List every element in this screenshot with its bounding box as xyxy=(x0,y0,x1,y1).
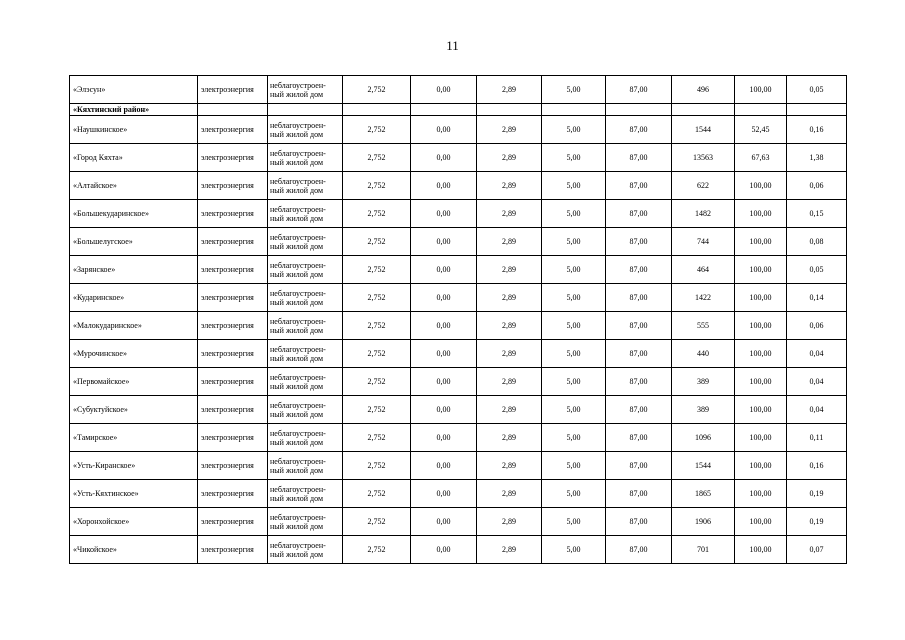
value-cell: 5,00 xyxy=(542,480,606,508)
table-row xyxy=(70,200,847,228)
value-cell: 5,00 xyxy=(542,340,606,368)
value-cell: 0,00 xyxy=(411,424,477,452)
value-cell: 2,752 xyxy=(343,76,411,104)
value-cell: 0,00 xyxy=(411,508,477,536)
value-cell: 0,00 xyxy=(411,256,477,284)
value-cell: 87,00 xyxy=(606,284,672,312)
value-cell: 5,00 xyxy=(542,424,606,452)
settlement-name: «Большекударинское» xyxy=(70,200,198,228)
value-cell: 0,07 xyxy=(787,536,847,564)
value-cell: 2,89 xyxy=(477,452,542,480)
value-cell: 2,752 xyxy=(343,256,411,284)
table-row xyxy=(70,312,847,340)
value-cell: 0,05 xyxy=(787,76,847,104)
value-cell: 0,04 xyxy=(787,340,847,368)
resource-cell: электроэнергия xyxy=(198,256,268,284)
value-cell: 2,752 xyxy=(343,144,411,172)
value-cell: 5,00 xyxy=(542,200,606,228)
value-cell: 0,00 xyxy=(411,340,477,368)
value-cell: 100,00 xyxy=(735,368,787,396)
table-row xyxy=(70,424,847,452)
value-cell: 5,00 xyxy=(542,256,606,284)
resource-cell: электроэнергия xyxy=(198,116,268,144)
value-cell: 87,00 xyxy=(606,228,672,256)
value-cell: 2,89 xyxy=(477,76,542,104)
value-cell: 744 xyxy=(672,228,735,256)
district-name: «Кяхтинский район» xyxy=(70,104,198,116)
value-cell: 87,00 xyxy=(606,116,672,144)
value-cell: 2,89 xyxy=(477,536,542,564)
value-cell: 389 xyxy=(672,368,735,396)
value-cell: 701 xyxy=(672,536,735,564)
table-row xyxy=(70,368,847,396)
value-cell: 87,00 xyxy=(606,172,672,200)
value-cell: 100,00 xyxy=(735,76,787,104)
tariff-table xyxy=(69,75,847,564)
value-cell: 87,00 xyxy=(606,424,672,452)
value-cell: 100,00 xyxy=(735,508,787,536)
empty-cell xyxy=(735,104,787,116)
value-cell: 2,752 xyxy=(343,116,411,144)
settlement-name: «Малокударинское» xyxy=(70,312,198,340)
value-cell: 2,752 xyxy=(343,284,411,312)
table-row xyxy=(70,340,847,368)
value-cell: 5,00 xyxy=(542,284,606,312)
value-cell: 100,00 xyxy=(735,228,787,256)
building-type-cell: неблагоустроен-ный жилой дом xyxy=(268,508,343,536)
building-type-cell: неблагоустроен-ный жилой дом xyxy=(268,424,343,452)
settlement-name: «Зарянское» xyxy=(70,256,198,284)
value-cell: 1,38 xyxy=(787,144,847,172)
value-cell: 5,00 xyxy=(542,116,606,144)
settlement-name: «Первомайское» xyxy=(70,368,198,396)
value-cell: 0,06 xyxy=(787,312,847,340)
value-cell: 0,00 xyxy=(411,284,477,312)
value-cell: 0,16 xyxy=(787,116,847,144)
building-type-cell: неблагоустроен-ный жилой дом xyxy=(268,228,343,256)
settlement-name: «Мурочинское» xyxy=(70,340,198,368)
settlement-name: «Субуктуйское» xyxy=(70,396,198,424)
value-cell: 2,752 xyxy=(343,340,411,368)
value-cell: 464 xyxy=(672,256,735,284)
value-cell: 5,00 xyxy=(542,76,606,104)
building-type-cell: неблагоустроен-ный жилой дом xyxy=(268,536,343,564)
value-cell: 87,00 xyxy=(606,200,672,228)
district-row xyxy=(70,104,847,116)
value-cell: 5,00 xyxy=(542,536,606,564)
value-cell: 2,89 xyxy=(477,480,542,508)
value-cell: 87,00 xyxy=(606,508,672,536)
value-cell: 0,15 xyxy=(787,200,847,228)
value-cell: 2,89 xyxy=(477,284,542,312)
value-cell: 0,00 xyxy=(411,536,477,564)
value-cell: 2,89 xyxy=(477,228,542,256)
table-row xyxy=(70,116,847,144)
value-cell: 389 xyxy=(672,396,735,424)
empty-cell xyxy=(198,104,268,116)
value-cell: 0,00 xyxy=(411,452,477,480)
settlement-name: «Город Кяхта» xyxy=(70,144,198,172)
empty-cell xyxy=(606,104,672,116)
value-cell: 87,00 xyxy=(606,340,672,368)
value-cell: 496 xyxy=(672,76,735,104)
value-cell: 2,89 xyxy=(477,508,542,536)
settlement-name: «Большелугское» xyxy=(70,228,198,256)
table-row xyxy=(70,452,847,480)
value-cell: 100,00 xyxy=(735,396,787,424)
resource-cell: электроэнергия xyxy=(198,284,268,312)
value-cell: 100,00 xyxy=(735,200,787,228)
settlement-name: «Усть-Кяхтинское» xyxy=(70,480,198,508)
value-cell: 2,89 xyxy=(477,256,542,284)
value-cell: 0,11 xyxy=(787,424,847,452)
value-cell: 2,89 xyxy=(477,144,542,172)
value-cell: 0,08 xyxy=(787,228,847,256)
value-cell: 0,14 xyxy=(787,284,847,312)
value-cell: 5,00 xyxy=(542,228,606,256)
empty-cell xyxy=(411,104,477,116)
table-row xyxy=(70,284,847,312)
value-cell: 5,00 xyxy=(542,312,606,340)
building-type-cell: неблагоустроен-ный жилой дом xyxy=(268,116,343,144)
building-type-cell: неблагоустроен-ный жилой дом xyxy=(268,256,343,284)
resource-cell: электроэнергия xyxy=(198,200,268,228)
value-cell: 2,89 xyxy=(477,396,542,424)
value-cell: 2,752 xyxy=(343,508,411,536)
table-body xyxy=(70,76,847,564)
empty-cell xyxy=(672,104,735,116)
value-cell: 0,00 xyxy=(411,368,477,396)
settlement-name: «Алтайское» xyxy=(70,172,198,200)
value-cell: 100,00 xyxy=(735,480,787,508)
building-type-cell: неблагоустроен-ный жилой дом xyxy=(268,396,343,424)
value-cell: 0,19 xyxy=(787,508,847,536)
value-cell: 0,05 xyxy=(787,256,847,284)
building-type-cell: неблагоустроен-ный жилой дом xyxy=(268,284,343,312)
value-cell: 0,04 xyxy=(787,396,847,424)
page-number: 11 xyxy=(446,38,459,53)
value-cell: 87,00 xyxy=(606,76,672,104)
value-cell: 5,00 xyxy=(542,508,606,536)
empty-cell xyxy=(477,104,542,116)
resource-cell: электроэнергия xyxy=(198,508,268,536)
value-cell: 87,00 xyxy=(606,144,672,172)
settlement-name: «Кударинское» xyxy=(70,284,198,312)
value-cell: 5,00 xyxy=(542,368,606,396)
value-cell: 2,752 xyxy=(343,228,411,256)
resource-cell: электроэнергия xyxy=(198,172,268,200)
building-type-cell: неблагоустроен-ный жилой дом xyxy=(268,172,343,200)
value-cell: 0,00 xyxy=(411,396,477,424)
resource-cell: электроэнергия xyxy=(198,536,268,564)
resource-cell: электроэнергия xyxy=(198,396,268,424)
table-row xyxy=(70,76,847,104)
value-cell: 87,00 xyxy=(606,368,672,396)
resource-cell: электроэнергия xyxy=(198,76,268,104)
value-cell: 2,89 xyxy=(477,200,542,228)
value-cell: 2,89 xyxy=(477,116,542,144)
table-row xyxy=(70,256,847,284)
value-cell: 2,89 xyxy=(477,340,542,368)
value-cell: 67,63 xyxy=(735,144,787,172)
value-cell: 1865 xyxy=(672,480,735,508)
value-cell: 1544 xyxy=(672,116,735,144)
value-cell: 2,89 xyxy=(477,312,542,340)
value-cell: 1906 xyxy=(672,508,735,536)
value-cell: 87,00 xyxy=(606,480,672,508)
settlement-name: «Тамирское» xyxy=(70,424,198,452)
resource-cell: электроэнергия xyxy=(198,312,268,340)
value-cell: 0,00 xyxy=(411,116,477,144)
value-cell: 100,00 xyxy=(735,312,787,340)
value-cell: 440 xyxy=(672,340,735,368)
table-row xyxy=(70,536,847,564)
value-cell: 100,00 xyxy=(735,452,787,480)
empty-cell xyxy=(268,104,343,116)
value-cell: 2,752 xyxy=(343,200,411,228)
value-cell: 2,89 xyxy=(477,368,542,396)
value-cell: 13563 xyxy=(672,144,735,172)
settlement-name: «Наушкинское» xyxy=(70,116,198,144)
value-cell: 0,00 xyxy=(411,144,477,172)
table-row xyxy=(70,172,847,200)
value-cell: 100,00 xyxy=(735,424,787,452)
value-cell: 0,00 xyxy=(411,76,477,104)
value-cell: 87,00 xyxy=(606,396,672,424)
value-cell: 87,00 xyxy=(606,312,672,340)
value-cell: 2,752 xyxy=(343,396,411,424)
value-cell: 100,00 xyxy=(735,536,787,564)
value-cell: 100,00 xyxy=(735,256,787,284)
resource-cell: электроэнергия xyxy=(198,452,268,480)
value-cell: 100,00 xyxy=(735,172,787,200)
settlement-name: «Усть-Киранское» xyxy=(70,452,198,480)
value-cell: 2,89 xyxy=(477,424,542,452)
value-cell: 2,752 xyxy=(343,368,411,396)
settlement-name: «Элэсун» xyxy=(70,76,198,104)
table-row xyxy=(70,228,847,256)
resource-cell: электроэнергия xyxy=(198,228,268,256)
value-cell: 622 xyxy=(672,172,735,200)
value-cell: 1482 xyxy=(672,200,735,228)
value-cell: 87,00 xyxy=(606,452,672,480)
building-type-cell: неблагоустроен-ный жилой дом xyxy=(268,312,343,340)
value-cell: 1544 xyxy=(672,452,735,480)
empty-cell xyxy=(787,104,847,116)
value-cell: 2,752 xyxy=(343,424,411,452)
building-type-cell: неблагоустроен-ный жилой дом xyxy=(268,340,343,368)
resource-cell: электроэнергия xyxy=(198,480,268,508)
value-cell: 0,00 xyxy=(411,312,477,340)
resource-cell: электроэнергия xyxy=(198,368,268,396)
value-cell: 87,00 xyxy=(606,256,672,284)
table-row xyxy=(70,396,847,424)
settlement-name: «Хоронхойское» xyxy=(70,508,198,536)
value-cell: 100,00 xyxy=(735,284,787,312)
resource-cell: электроэнергия xyxy=(198,340,268,368)
empty-cell xyxy=(343,104,411,116)
value-cell: 5,00 xyxy=(542,452,606,480)
value-cell: 2,752 xyxy=(343,480,411,508)
building-type-cell: неблагоустроен-ный жилой дом xyxy=(268,368,343,396)
building-type-cell: неблагоустроен-ный жилой дом xyxy=(268,200,343,228)
table-row xyxy=(70,480,847,508)
value-cell: 87,00 xyxy=(606,536,672,564)
value-cell: 555 xyxy=(672,312,735,340)
value-cell: 100,00 xyxy=(735,340,787,368)
value-cell: 0,00 xyxy=(411,172,477,200)
building-type-cell: неблагоустроен-ный жилой дом xyxy=(268,452,343,480)
value-cell: 2,752 xyxy=(343,536,411,564)
value-cell: 2,752 xyxy=(343,452,411,480)
value-cell: 5,00 xyxy=(542,172,606,200)
value-cell: 1422 xyxy=(672,284,735,312)
value-cell: 5,00 xyxy=(542,396,606,424)
value-cell: 5,00 xyxy=(542,144,606,172)
value-cell: 0,04 xyxy=(787,368,847,396)
value-cell: 0,19 xyxy=(787,480,847,508)
resource-cell: электроэнергия xyxy=(198,144,268,172)
value-cell: 2,89 xyxy=(477,172,542,200)
value-cell: 52,45 xyxy=(735,116,787,144)
value-cell: 0,06 xyxy=(787,172,847,200)
value-cell: 0,16 xyxy=(787,452,847,480)
value-cell: 0,00 xyxy=(411,200,477,228)
settlement-name: «Чикойское» xyxy=(70,536,198,564)
value-cell: 2,752 xyxy=(343,172,411,200)
value-cell: 0,00 xyxy=(411,228,477,256)
resource-cell: электроэнергия xyxy=(198,424,268,452)
building-type-cell: неблагоустроен-ный жилой дом xyxy=(268,480,343,508)
table-row xyxy=(70,508,847,536)
empty-cell xyxy=(542,104,606,116)
value-cell: 0,00 xyxy=(411,480,477,508)
building-type-cell: неблагоустроен-ный жилой дом xyxy=(268,76,343,104)
value-cell: 1096 xyxy=(672,424,735,452)
value-cell: 2,752 xyxy=(343,312,411,340)
building-type-cell: неблагоустроен-ный жилой дом xyxy=(268,144,343,172)
table-row xyxy=(70,144,847,172)
